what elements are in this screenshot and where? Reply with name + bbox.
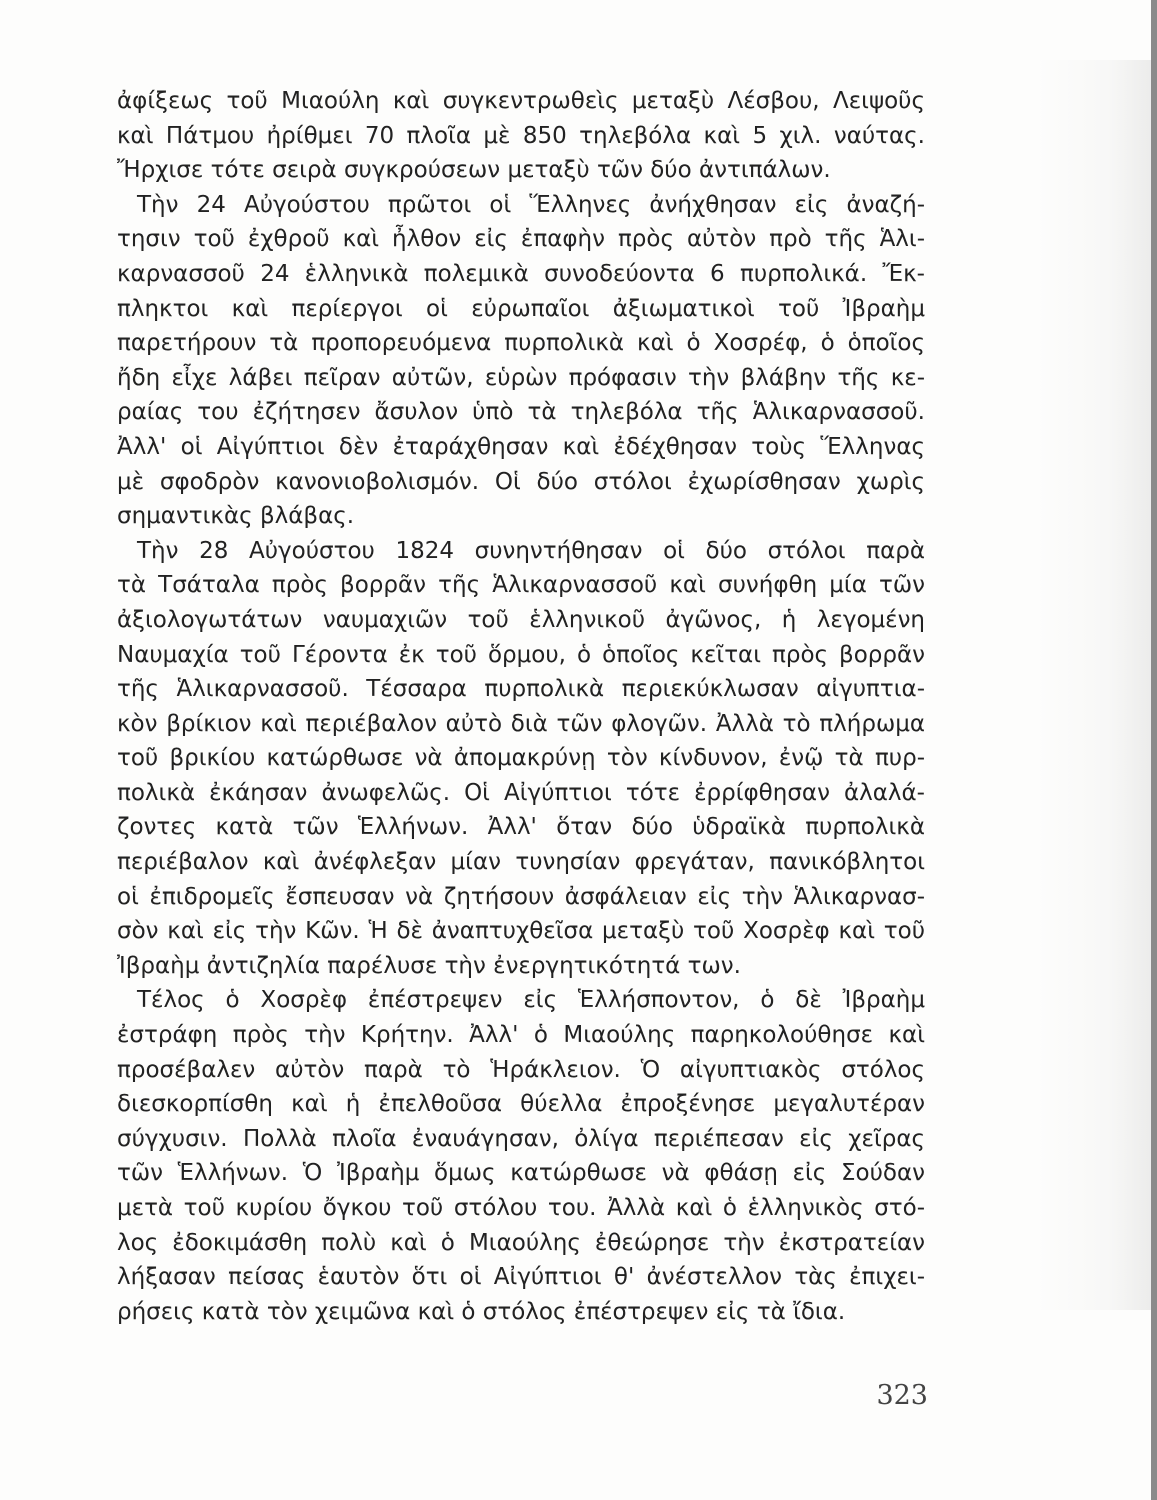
text-line: Τὴν 28 Αὐγούστου 1824 συνηντήθησαν οἱ δύο στόλοι παρὰ xyxy=(137,537,925,564)
text-line: ραίας του ἐζήτησεν ἄσυλον ὑπὸ τὰ τηλεβόλα τῆς Ἁλικαρνασσοῦ. xyxy=(117,399,925,426)
text-line: τησιν τοῦ ἐχθροῦ καὶ ἦλθον εἰς ἐπαφὴν πρὸς αὐτὸν πρὸ τῆς Ἁλι- xyxy=(117,226,925,253)
text-line: ρήσεις κατὰ τὸν χειμῶνα καὶ ὁ στόλος ἐπέστρεψεν εἰς τὰ ἴδια. xyxy=(117,1298,846,1325)
text-line: τὰ Τσάταλα πρὸς βορρᾶν τῆς Ἁλικαρνασσοῦ καὶ συνήφθη μία τῶν xyxy=(117,572,925,599)
text-line: ἤδη εἶχε λάβει πεῖραν αὐτῶν, εὑρὼν πρόφασιν τὴν βλάβην τῆς κε- xyxy=(117,364,925,391)
text-line: τῶν Ἑλλήνων. Ὁ Ἰβραὴμ ὅμως κατώρθωσε νὰ φθάσῃ εἰς Σούδαν xyxy=(117,1160,925,1187)
text-line: καρνασσοῦ 24 ἑλληνικὰ πολεμικὰ συνοδεύοντα 6 πυρπολικά. Ἔκ- xyxy=(117,260,925,287)
text-line: προσέβαλεν αὐτὸν παρὰ τὸ Ἡράκλειον. Ὁ αἰγυπτιακὸς στόλος xyxy=(117,1056,925,1083)
text-line: τῆς Ἁλικαρνασσοῦ. Τέσσαρα πυρπολικὰ περιεκύκλωσαν αἰγυπτια- xyxy=(117,676,925,703)
text-line: σύγχυσιν. Πολλὰ πλοῖα ἐναυάγησαν, ὀλίγα περιέπεσαν εἰς χεῖρας xyxy=(117,1125,925,1152)
text-line: λος ἐδοκιμάσθη πολὺ καὶ ὁ Μιαούλης ἐθεώρησε τὴν ἐκστρατείαν xyxy=(117,1229,925,1256)
paragraph-2 xyxy=(117,188,925,534)
text-line: Ἀλλ' οἱ Αἰγύπτιοι δὲν ἐταράχθησαν καὶ ἐδέχθησαν τοὺς Ἕλληνας xyxy=(117,433,925,460)
text-line: ζοντες κατὰ τῶν Ἑλλήνων. Ἀλλ' ὅταν δύο ὑδραϊκὰ πυρπολικὰ xyxy=(117,814,925,841)
page-edge xyxy=(1151,0,1157,1500)
text-line: μὲ σφοδρὸν κανονιοβολισμόν. Οἱ δύο στόλοι ἐχωρίσθησαν χωρὶς xyxy=(117,468,925,495)
text-line: ἀξιολογωτάτων ναυμαχιῶν τοῦ ἑλληνικοῦ ἀγῶνος, ἡ λεγομένη xyxy=(117,606,925,633)
text-line: παρετήρουν τὰ προπορευόμενα πυρπολικὰ καὶ ὁ Χοσρέφ, ὁ ὁποῖος xyxy=(117,330,925,357)
text-line: Ναυμαχία τοῦ Γέροντα ἐκ τοῦ ὅρμου, ὁ ὁποῖος κεῖται πρὸς βορρᾶν xyxy=(117,641,925,668)
text-line: Ἰβραὴμ ἀντιζηλία παρέλυσε τὴν ἐνεργητικότητά των. xyxy=(117,952,741,979)
text-line: μετὰ τοῦ κυρίου ὄγκου τοῦ στόλου του. Ἀλλὰ καὶ ὁ ἑλληνικὸς στό- xyxy=(117,1195,925,1221)
text-line: περιέβαλον καὶ ἀνέφλεξαν μίαν τυνησίαν φρεγάταν, πανικόβλητοι xyxy=(117,849,925,876)
text-line: διεσκορπίσθη καὶ ἡ ἐπελθοῦσα θύελλα ἐπροξένησε μεγαλυτέραν xyxy=(117,1091,925,1118)
text-line: Ἤρχισε τότε σειρὰ συγκρούσεων μεταξὺ τῶν δύο ἀντιπάλων. xyxy=(117,157,831,184)
text-line: λήξασαν πείσας ἑαυτὸν ὅτι οἱ Αἰγύπτιοι θ' ἀνέστελλον τὰς ἐπιχει- xyxy=(117,1264,925,1291)
text-line: Τέλος ὁ Χοσρὲφ ἐπέστρεψεν εἰς Ἑλλήσποντον, ὁ δὲ Ἰβραὴμ xyxy=(137,987,925,1014)
text-line: Τὴν 24 Αὐγούστου πρῶτοι οἱ Ἕλληνες ἀνήχθησαν εἰς ἀναζή- xyxy=(137,191,925,218)
text-line: σὸν καὶ εἰς τὴν Κῶν. Ἡ δὲ ἀναπτυχθεῖσα μεταξὺ τοῦ Χοσρὲφ καὶ τοῦ xyxy=(117,918,925,945)
text-line: ἀφίξεως τοῦ Μιαούλη καὶ συγκεντρωθεὶς μεταξὺ Λέσβου, Λειψοῦς xyxy=(117,88,925,114)
text-line: σημαντικὰς βλάβας. xyxy=(117,503,355,530)
paragraph-4 xyxy=(117,983,925,1329)
text-line: ἐστράφη πρὸς τὴν Κρήτην. Ἀλλ' ὁ Μιαούλης παρηκολούθησε καὶ xyxy=(117,1022,925,1049)
text-line: πληκτοι καὶ περίεργοι οἱ εὐρωπαῖοι ἀξιωματικοὶ τοῦ Ἰβραὴμ xyxy=(117,295,925,322)
paragraph-1 xyxy=(117,84,925,188)
text-line: κὸν βρίκιον καὶ περιέβαλον αὐτὸ διὰ τῶν φλογῶν. Ἀλλὰ τὸ πλήρωμα xyxy=(117,710,925,737)
body-text xyxy=(117,84,925,1329)
text-line: καὶ Πάτμου ἠρίθμει 70 πλοῖα μὲ 850 τηλεβόλα καὶ 5 χιλ. ναύτας. xyxy=(117,122,925,149)
page-number: 323 xyxy=(876,1380,928,1411)
text-line: τοῦ βρικίου κατώρθωσε νὰ ἀπομακρύνῃ τὸν κίνδυνον, ἐνῷ τὰ πυρ- xyxy=(117,745,925,772)
text-line: πολικὰ ἐκάησαν ἀνωφελῶς. Οἱ Αἰγύπτιοι τότε ἐρρίφθησαν ἀλαλά- xyxy=(117,779,925,806)
paragraph-3 xyxy=(117,534,925,984)
text-line: οἱ ἐπιδρομεῖς ἔσπευσαν νὰ ζητήσουν ἀσφάλειαν εἰς τὴν Ἁλικαρνασ- xyxy=(117,883,925,910)
show-through-shadow xyxy=(1037,60,1157,1310)
